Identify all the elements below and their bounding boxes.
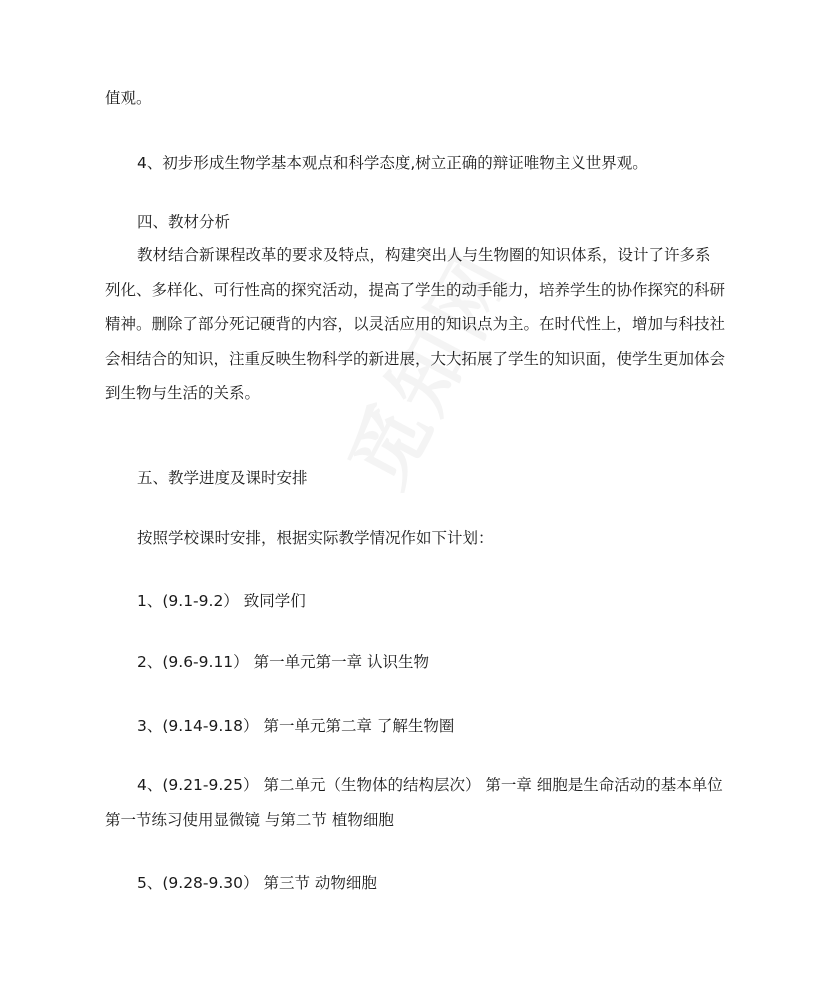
section-heading-textbook-analysis: 四、教材分析 xyxy=(137,213,231,231)
schedule-intro: 按照学校课时安排，根据实际教学情况作如下计划： xyxy=(137,529,494,547)
schedule-item-2: 2、(9.6-9.11） 第一单元第一章 认识生物 xyxy=(137,653,430,671)
text-line-continuation: 值观。 xyxy=(105,89,152,107)
textbook-analysis-paragraph: 教材结合新课程改革的要求及特点，构建突出人与生物圈的知识体系，设计了许多系列化、多样化、可行性高的探究活动，提高了学生的动手能力，培养学生的协作探究的科研精神。删除了部分死记硬背的内容，以灵活应用的知识点为主。在时代性上，增加与科技社会相结合的知识，注重反映生物科学的新进展，大大拓展了学生的知识面，使学生更加体会到生物与生活的关系。 xyxy=(105,246,726,402)
schedule-item-3: 3、(9.14-9.18） 第一单元第二章 了解生物圈 xyxy=(137,717,455,735)
schedule-item-5: 5、(9.28-9.30） 第三节 动物细胞 xyxy=(137,874,377,892)
section-heading-schedule: 五、教学进度及课时安排 xyxy=(137,469,308,487)
schedule-item-1: 1、(9.1-9.2） 致同学们 xyxy=(137,592,306,610)
objective-item-4: 4、初步形成生物学基本观点和科学态度,树立正确的辩证唯物主义世界观。 xyxy=(137,154,648,172)
schedule-item-4: 4、(9.21-9.25） 第二单元（生物体的结构层次） 第一章 细胞是生命活动的基本单位 第一节练习使用显微镜 与第二节 植物细胞 xyxy=(105,776,723,829)
